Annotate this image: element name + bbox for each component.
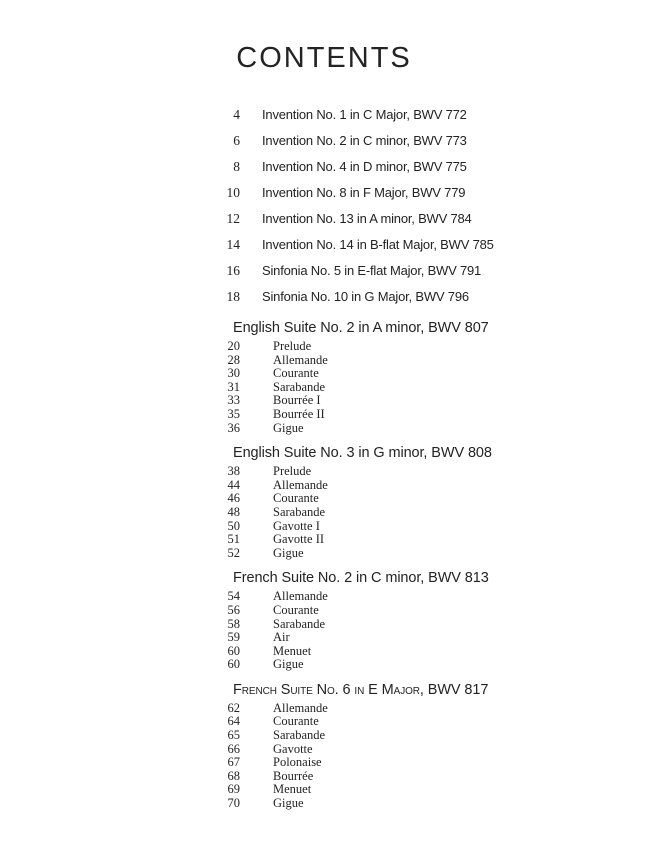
entry-title: Sinfonia No. 5 in E-flat Major, BWV 791 (262, 263, 482, 278)
toc-entry (200, 645, 648, 659)
page-number: 50 (227, 518, 240, 533)
page-number: 18 (226, 289, 240, 304)
toc-entry (200, 206, 648, 232)
page-number: 54 (227, 589, 240, 604)
toc-entry (200, 422, 648, 436)
entry-title: Sarabande (273, 379, 326, 394)
entry-title: Gavotte II (273, 532, 325, 547)
toc-section (0, 569, 648, 672)
toc-entry (200, 604, 648, 618)
entry-title: Courante (273, 602, 319, 617)
entry-title: Allemande (273, 589, 328, 604)
entry-title: Gigue (273, 420, 304, 435)
entry-title: Bourrée I (273, 393, 321, 408)
page-number: 59 (227, 630, 240, 645)
entry-title: Invention No. 14 in B-flat Major, BWV 785 (262, 237, 494, 252)
entry-title: Gigue (273, 545, 304, 560)
page-number: 36 (227, 420, 240, 435)
page-number: 14 (226, 237, 240, 252)
entry-title: Prelude (273, 464, 312, 479)
page-number: 62 (227, 700, 240, 715)
entry-title: Sarabande (273, 504, 326, 519)
page-number: 20 (227, 339, 240, 353)
entry-title: Courante (273, 366, 319, 381)
section-heading: French Suite No. 6 in E Major, BWV 817 (233, 681, 489, 698)
entry-title: Gavotte I (273, 518, 320, 533)
toc-entry (200, 533, 648, 547)
entry-title: Menuet (273, 782, 312, 797)
toc-entry (200, 783, 648, 797)
entry-title: Invention No. 8 in F Major, BWV 779 (262, 185, 466, 200)
page-title: CONTENTS (236, 42, 412, 74)
toc-entry (200, 658, 648, 672)
entry-title: Allemande (273, 700, 328, 715)
page-number: 58 (227, 616, 240, 631)
toc-entry (200, 547, 648, 561)
page-number: 70 (227, 796, 240, 811)
page-number: 60 (227, 643, 240, 658)
page-number: 12 (226, 211, 240, 226)
table-of-contents (0, 102, 648, 811)
toc-standalone-list (0, 102, 648, 310)
page-number: 28 (227, 352, 240, 367)
page-number: 8 (233, 159, 240, 174)
toc-entry (200, 232, 648, 258)
entry-title: Sarabande (273, 616, 326, 631)
toc-entry (200, 618, 648, 632)
page-number: 66 (227, 741, 240, 756)
toc-entry (200, 520, 648, 534)
page-number: 38 (227, 464, 240, 479)
page-number: 33 (227, 393, 240, 408)
entry-title: Gigue (273, 796, 304, 811)
toc-entry (200, 506, 648, 520)
page-number: 44 (227, 477, 240, 492)
entry-title: Invention No. 1 in C Major, BWV 772 (262, 107, 467, 122)
page-number: 68 (227, 768, 240, 783)
toc-entry (200, 367, 648, 381)
entry-title: Bourrée II (273, 406, 325, 421)
toc-entry (200, 743, 648, 757)
entry-title: Gavotte (273, 741, 313, 756)
toc-entry (200, 284, 648, 310)
toc-entry (200, 381, 648, 395)
toc-entry (200, 408, 648, 422)
entry-title: Invention No. 13 in A minor, BWV 784 (262, 211, 472, 226)
toc-section (0, 444, 648, 560)
toc-entry (200, 465, 648, 479)
toc-entry (200, 258, 648, 284)
toc-entry (200, 180, 648, 206)
page-number: 10 (226, 185, 240, 200)
entry-title: Allemande (273, 352, 328, 367)
toc-section (0, 319, 648, 435)
toc-section (0, 681, 648, 811)
page-number: 30 (227, 366, 240, 381)
page-number: 67 (227, 755, 240, 770)
entry-title: Gigue (273, 657, 304, 672)
entry-title: Air (273, 630, 290, 645)
toc-entry (200, 590, 648, 604)
toc-entry (200, 715, 648, 729)
entry-title: Courante (273, 491, 319, 506)
entry-title: Invention No. 4 in D minor, BWV 775 (262, 159, 467, 174)
toc-entry (200, 756, 648, 770)
section-heading: English Suite No. 2 in A minor, BWV 807 (233, 320, 489, 336)
page-number: 64 (227, 714, 240, 729)
page-number: 52 (227, 545, 240, 560)
toc-entry (200, 102, 648, 128)
page-number: 69 (227, 782, 240, 797)
toc-entry (200, 354, 648, 368)
entry-title: Allemande (273, 477, 328, 492)
entry-title: Sarabande (273, 728, 326, 743)
page-number: 46 (227, 491, 240, 506)
page-number: 65 (227, 728, 240, 743)
page-number: 6 (233, 133, 240, 148)
page-number: 16 (226, 263, 240, 278)
page-number: 48 (227, 504, 240, 519)
toc-entry (200, 479, 648, 493)
entry-title: Menuet (273, 643, 312, 658)
toc-entry (200, 631, 648, 645)
page-number: 35 (227, 406, 240, 421)
toc-entry (200, 394, 648, 408)
toc-entry (200, 340, 648, 354)
entry-title: Bourrée (273, 768, 314, 783)
page-number: 51 (227, 532, 240, 547)
entry-title: Sinfonia No. 10 in G Major, BWV 796 (262, 289, 469, 304)
page-number: 4 (233, 107, 240, 122)
toc-entry (200, 128, 648, 154)
section-heading: English Suite No. 3 in G minor, BWV 808 (233, 445, 492, 462)
entry-title: Courante (273, 714, 319, 729)
page-number: 60 (227, 657, 240, 672)
toc-entry (200, 702, 648, 716)
toc-entry (200, 492, 648, 506)
toc-entry (200, 797, 648, 811)
page-number: 31 (227, 379, 240, 394)
page-number: 56 (227, 602, 240, 617)
entry-title: Invention No. 2 in C minor, BWV 773 (262, 133, 467, 148)
toc-section-list (0, 319, 648, 811)
entry-title: Prelude (273, 339, 312, 353)
entry-title: Polonaise (273, 755, 322, 770)
section-heading: French Suite No. 2 in C minor, BWV 813 (233, 570, 489, 587)
toc-entry (200, 770, 648, 784)
toc-entry (200, 154, 648, 180)
toc-entry (200, 729, 648, 743)
